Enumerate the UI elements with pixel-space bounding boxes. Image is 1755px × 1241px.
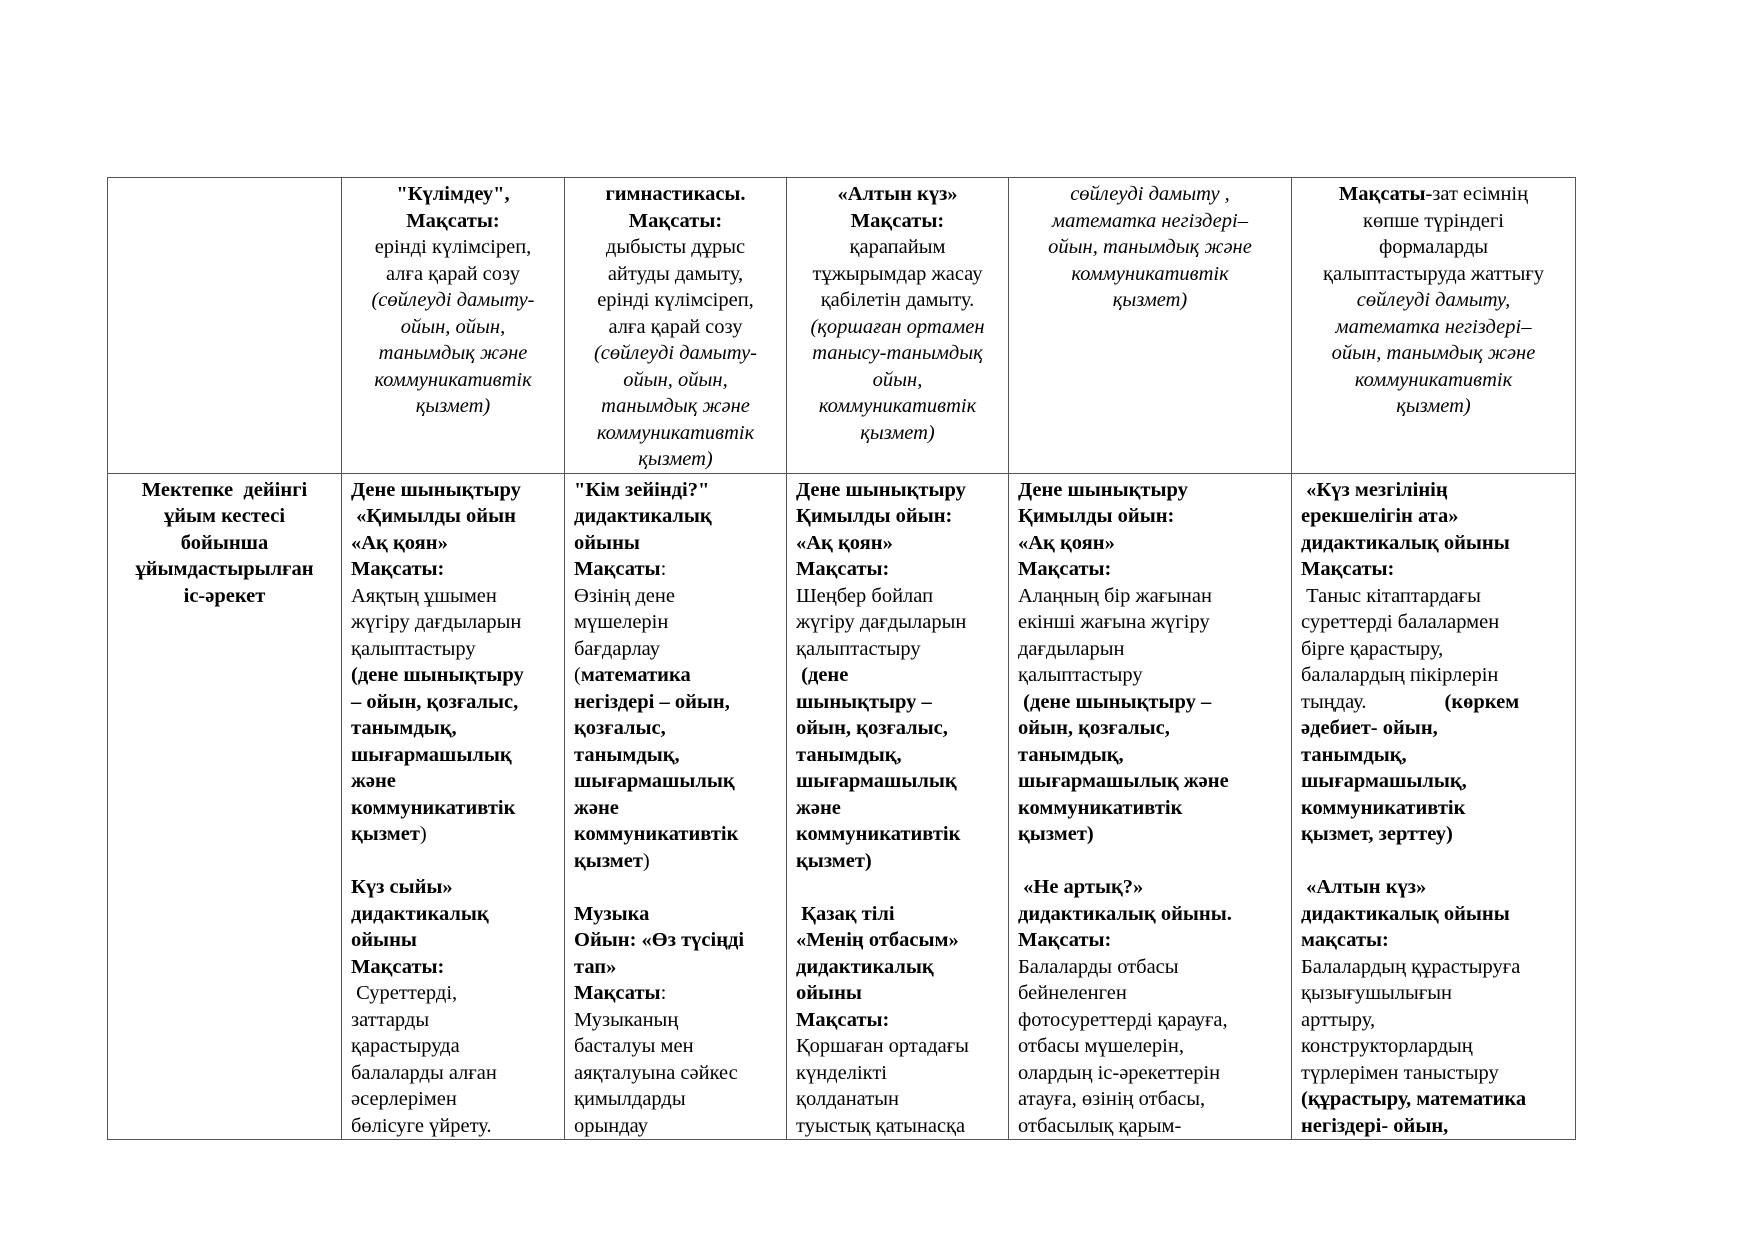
table-cell: «Күз мезгілінің ерекшелігін ата» дидактикалық ойыны Мақсаты: Таныс кітаптардағы суреттерді балалармен бірге қарастыру, балалардың пікірлерін тыңдау. (көркем әдебиет- ойын, танымдық, шығармашылық, коммуникативтік қызмет, зерттеу) «Алтын күз» дидактикалық ойыны мақсаты: Балалардың құрастыруға қызығушылығын арттыру, конструкторлардың түрлерімен таныстыру (құрастыру, математика негіздері- ойын,	[1292, 473, 1576, 1140]
table-cell: "Күлімдеу", Мақсаты: еріндi күлiмсiреп, алға қарай созу (сөйлеуді дамыту- ойын, ойын, танымдық және коммуникативтік қызмет)	[342, 178, 565, 474]
table-cell: Дене шынықтыру Қимылды ойын: «Ақ қоян» Мақсаты: Алаңның бір жағынан екінші жағына жүгіру дағдыларын қалыптастыру (дене шынықтыру – ойын, қозғалыс, танымдық, шығармашылық және коммуникативтік қызмет) «Не артық?» дидактикалық ойыны. Мақсаты: Балаларды отбасы бейнеленген фотосуреттерді қарауға, отбасы мүшелерін, олардың іс-әрекеттерін атауға, өзінің отбасы, отбасылық қарым-	[1009, 473, 1292, 1140]
lesson-plan-table	[107, 177, 1576, 1140]
table-cell: гимнастикасы. Мақсаты: дыбысты дұрыс айтуды дамыту, еріндi күлiмсiреп, алға қарай созу (сөйлеуді дамыту- ойын, ойын, танымдық және коммуникативтік қызмет)	[565, 178, 787, 474]
row-header-cell: Мектепке дейінгі ұйым кестесі бойынша ұйымдастырылған іс-әрекет	[108, 473, 342, 1140]
table-cell: Дене шынықтыру Қимылды ойын: «Ақ қоян» Мақсаты: Шеңбер бойлап жүгіру дағдыларын қалыптастыру (дене шынықтыру – ойын, қозғалыс, танымдық, шығармашылық және коммуникативтік қызмет) Қазақ тілі «Менің отбасым» дидактикалық ойыны Мақсаты: Қоршаған ортадағы күнделікті қолданатын туыстық қатынасқа	[787, 473, 1009, 1140]
row-header-cell-empty	[108, 178, 342, 474]
table-cell: "Кім зейінді?" дидактикалық ойыны Мақсаты: Өзінің дене мүшелерін бағдарлау (математика негіздері – ойын, қозғалыс, танымдық, шығармашылық және коммуникативтік қызмет) Музыка Ойын: «Өз түсіңді тап» Мақсаты: Музыканың басталуы мен аяқталуына сәйкес қимылдарды орындау	[565, 473, 787, 1140]
table-cell: Мақсаты-зат есімнің көпше түріндегі формаларды қалыптастыруда жаттығу сөйлеуді дамыту, математка негіздері– ойын, танымдық және коммуникативтік қызмет)	[1292, 178, 1576, 474]
table-row	[108, 178, 1576, 474]
table-cell: «Алтын күз» Мақсаты: қарапайым тұжырымдар жасау қабілетін дамыту. (қоршаған ортамен танысу-танымдық ойын, коммуникативтік қызмет)	[787, 178, 1009, 474]
table-cell: сөйлеуді дамыту , математка негіздері– ойын, танымдық және коммуникативтік қызмет)	[1009, 178, 1292, 474]
table-cell: Дене шынықтыру «Қимылды ойын «Ақ қоян» Мақсаты: Аяқтың ұшымен жүгіру дағдыларын қалыптастыру (дене шынықтыру – ойын, қозғалыс, танымдық, шығармашылық және коммуникативтік қызмет) Күз сыйы» дидактикалық ойыны Мақсаты: Суреттерді, заттарды қарастыруда балаларды алған әсерлерімен бөлісуге үйрету.	[342, 473, 565, 1140]
table-row	[108, 473, 1576, 1140]
